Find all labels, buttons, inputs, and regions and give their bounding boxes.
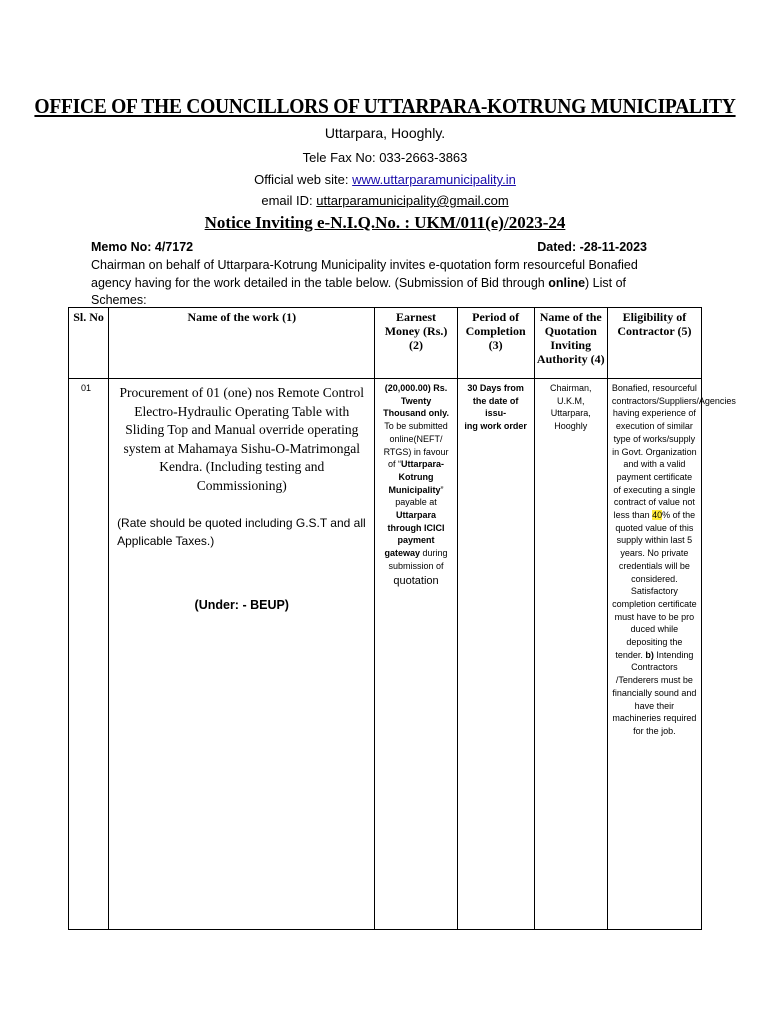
telefax: Tele Fax No: 033-2663-3863: [302, 150, 468, 165]
elig-text-1: Bonafied, resourceful contractors/Suppliers/Agencies having experience of execution of similar type of works/supply in Govt. Organization and with a valid payment certificate of executing a single contract of value not less than: [611, 383, 736, 521]
period-text: 30 Days from the date of issu-: [467, 383, 524, 419]
row-eligibility: [607, 379, 736, 930]
website-link[interactable]: www.uttarparamunicipality.in: [352, 172, 516, 187]
elig-b: b): [645, 649, 654, 660]
intro-text-end: ) List of Schemes:: [91, 275, 627, 307]
elig-highlight: 40: [652, 510, 663, 521]
header-period: Period of Completion (3): [457, 308, 534, 379]
work-rate-note: (Rate should be quoted including G.S.T and all Applicable Taxes.): [117, 516, 366, 548]
website-line: [0, 172, 770, 187]
email-label: email ID:: [261, 193, 313, 208]
earnest-text-3: during submission of: [388, 548, 448, 571]
memo-date: Dated: -28-11-2023: [537, 240, 647, 254]
table-header-row: [69, 308, 702, 379]
intro-text: Chairman on behalf of Uttarpara-Kotrung Municipality invites e-quotation form resourceful Bonafied agency having for the work detailed in the table below. (Submission of Bid through: [91, 258, 638, 290]
earnest-text-4: quotation: [393, 574, 439, 587]
website-label: Official web site:: [254, 172, 349, 187]
header-sl: Sl. No: [69, 308, 109, 379]
row-work: [109, 379, 375, 930]
header-eligibility: Eligibility of Contractor (5): [607, 308, 701, 379]
elig-text-3: Intending Contractors /Tenderers must be financially sound and have their machineries required for the job.: [612, 649, 697, 736]
earnest-payee: Uttarpara-Kotrung Municipality: [388, 459, 445, 495]
intro-online: online: [548, 275, 586, 290]
earnest-amount: (20,000.00) Rs. Twenty Thousand only.: [383, 383, 449, 419]
office-title: OFFICE OF THE COUNCILLORS OF UTTARPARA-KOTRUNG MUNICIPALITY: [34, 94, 736, 118]
intro-paragraph: [91, 257, 671, 310]
work-under: (Under: - BEUP): [194, 598, 289, 612]
header-earnest: Earnest Money (Rs.) (2): [375, 308, 457, 379]
memo-number: Memo No: 4/7172: [91, 240, 194, 254]
elig-text-2: % of the quoted value of this supply within last 5 years. No private credentials will be considered. Satisfactory completion certificate must have to be pro duced while depositing the tender.: [612, 510, 697, 660]
notice-heading: Notice Inviting e-N.I.Q.No. : UKM/011(e)/2023-24: [204, 213, 566, 232]
row-authority: Chairman, U.K.M, Uttarpara, Hooghly: [534, 379, 607, 930]
row-sl: 01: [69, 379, 109, 930]
email-line: [0, 193, 770, 208]
period-text-2: ing work order: [464, 421, 527, 432]
table-row: [69, 379, 702, 930]
row-earnest: [375, 379, 457, 930]
earnest-text-1: To be submitted online(NEFT/ RTGS) in favour of “: [383, 421, 449, 470]
schemes-table: [68, 307, 736, 930]
header-authority: Name of the Quotation Inviting Authority (4): [534, 308, 607, 379]
earnest-text-2: ” payable at: [395, 484, 444, 508]
row-period: [457, 379, 534, 930]
location: Uttarpara, Hooghly.: [324, 125, 446, 141]
work-title: Procurement of 01 (one) nos Remote Control Electro-Hydraulic Operating Table with Sliding Top and Manual override operating system at Mahamaya Sishu-O-Matrimongal Kendra. (Including testing and Commissioning): [119, 385, 364, 493]
earnest-gateway: Uttarpara through ICICI payment gateway: [384, 510, 445, 559]
header-work: Name of the work (1): [109, 308, 375, 379]
email-address: uttarparamunicipality@gmail.com: [316, 193, 509, 208]
